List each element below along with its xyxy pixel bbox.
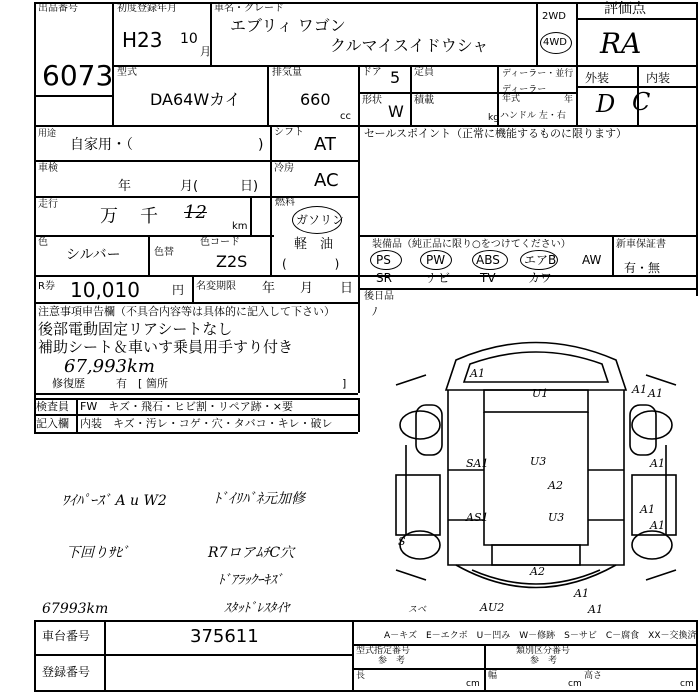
notes-handwritten-mileage: 67,993km (64, 356, 155, 377)
exterior-label: 外装 (585, 71, 610, 85)
chassis-number: 375611 (190, 626, 259, 647)
lot-number: 6073 (42, 59, 114, 92)
width-label: 幅 (488, 671, 498, 681)
warranty-option: 有・無 (624, 261, 661, 275)
diagram-mark-as1: AS1 (466, 511, 489, 524)
handwritten-note-5: ﾄﾞｱﾗｯｸｰｷｽﾞ (218, 573, 283, 588)
door-count: 5 (390, 68, 401, 87)
entry-label: 記入欄 (36, 417, 69, 430)
handwritten-note-6: ｽﾀｯﾄﾞﾚｽﾀｲﾔ (224, 601, 289, 616)
diagram-mark-a1-a: A1 (470, 367, 485, 380)
color-label: 色 (38, 237, 48, 248)
diagram-mark-a1-e: A1 (650, 519, 665, 532)
4wd-label: 4WD (543, 37, 567, 48)
length-label: 長 (356, 671, 366, 681)
repair-history-label: 修復歴 (52, 377, 85, 390)
fuel-label: 燃料 (275, 197, 295, 208)
handwritten-note-4: R7ロアﾑﾁC穴 (208, 545, 295, 561)
registration-era-year: H23 (122, 28, 163, 52)
diagram-mark-a2-a: A2 (548, 479, 563, 492)
sales-point-label: セールスポイント（正常に機能するものに限ります） (364, 127, 628, 140)
diagram-mark-sa1: SA1 (466, 457, 489, 470)
diagram-mark-u1: U1 (532, 387, 549, 400)
2wd-label: 2WD (542, 11, 566, 22)
year-unit: 年 (564, 95, 574, 105)
dealer-import-label: ディーラー・並行 (502, 69, 574, 79)
windshield-check-row: FW キズ・飛石・ヒビ割・リペア跡・×要 (80, 400, 293, 413)
diagram-mark-s: S (398, 535, 406, 548)
mileage-handwritten: 12 (184, 202, 207, 223)
body-shape: W (388, 102, 404, 121)
height-cm: cm (680, 679, 694, 689)
category-number-label: 類別区分番号 (516, 646, 571, 656)
inspection-day: 日) (240, 179, 259, 194)
displacement-value: 660 (300, 90, 331, 109)
name-change-month: 月 (300, 281, 314, 296)
fuel-gasoline: ガソリン (296, 213, 345, 227)
equip-abs: ABS (476, 253, 500, 267)
registration-month-unit: 月 (200, 45, 211, 58)
registration-month: 10 (180, 31, 198, 47)
model-type: DA64Wカイ (150, 90, 241, 109)
color-code-label: 色コード (200, 237, 240, 248)
repaint-label: 色替 (154, 247, 174, 258)
inspection-month: 月( (180, 179, 199, 194)
owner-reg-label: 後日品 (364, 291, 394, 302)
name-change-day: 日 (340, 281, 354, 296)
inspection-year: 年 (118, 179, 132, 194)
color-code-value: Z2S (216, 252, 248, 271)
name-change-year: 年 (262, 281, 276, 296)
recycle-fee: 10,010 (70, 278, 140, 302)
diagram-mark-a1-c: A1 (650, 457, 665, 470)
cc-unit: cc (340, 111, 351, 122)
handle-label: ハンドル 左・右 (500, 111, 566, 121)
shift-value: AT (314, 134, 336, 155)
lot-number-label: 出品番号 (38, 3, 78, 14)
dealer-year-label: ディーラー 年式 (502, 85, 547, 104)
usage-close: ) (258, 137, 264, 153)
car-name: エブリィ ワゴン (230, 16, 346, 35)
diagram-mark-a1-f: A1 (574, 587, 589, 600)
diagram-mark-a2-b: A2 (530, 565, 545, 578)
equip-airbag: エアB (524, 253, 557, 267)
handwritten-note-3: 下回りｻﾋﾞ (66, 545, 129, 561)
diagram-mark-a1-g: A1 (588, 603, 603, 616)
diagram-mark-u3-a: U3 (530, 455, 547, 468)
height-label: 高さ (584, 671, 603, 681)
usage-value: 自家用・（ (70, 137, 133, 153)
equip-aw: AW (582, 253, 602, 267)
inspector-label: 検査員 (36, 400, 69, 413)
category-ref-label: 参 考 (530, 656, 558, 666)
diagram-mark-u3-b: U3 (548, 511, 565, 524)
exterior-score: D (596, 90, 616, 118)
equip-navi: ナビ (426, 271, 451, 285)
repair-mark: 有 (116, 377, 127, 390)
interior-score: C (632, 88, 651, 116)
interior-label: 内装 (646, 71, 671, 85)
notes-title: 注意事項申告欄（不具合内容等は具体的に記入して下さい） (38, 305, 335, 318)
inspection-label: 車検 (38, 163, 58, 174)
new-warranty-label: 新車保証書 (616, 239, 666, 250)
shift-label: シフト (274, 127, 304, 138)
chassis-number-label: 車台番号 (42, 629, 91, 643)
mileage-sen: 千 (140, 206, 158, 227)
ac-label: 冷房 (274, 163, 294, 174)
repair-bracket-open: [ (138, 377, 143, 390)
color-value: シルバー (66, 247, 121, 263)
diagram-mark-sube: スベ (408, 605, 427, 615)
equipment-label: 装備品（純正品に限り○をつけてください） (372, 239, 571, 250)
evaluation-score: RA (600, 27, 642, 60)
recycle-label: R券 (38, 281, 55, 292)
displacement-label: 排気量 (272, 67, 302, 78)
registration-number-label: 登録番号 (42, 665, 91, 679)
yen-unit: 円 (172, 283, 185, 297)
car-grade: クルマイスイドウシャ (330, 36, 489, 55)
length-cm: cm (466, 679, 480, 689)
equip-pw: PW (426, 253, 446, 267)
owner-reg-mark: ﾉ (372, 305, 378, 318)
diagram-mark-a1-d: A1 (640, 503, 655, 516)
mileage-man: 万 (100, 206, 118, 227)
fuel-other: ( ) (282, 257, 340, 271)
car-name-grade-label: 車名・グレード (214, 3, 284, 14)
equip-tv: TV (480, 271, 496, 285)
load-label: 積載 (414, 95, 434, 106)
kg-unit: kg (488, 113, 499, 123)
usage-label: 用途 (38, 129, 57, 139)
spec-ref-label: 参 考 (378, 656, 406, 666)
fuel-diesel: 軽 油 (294, 237, 334, 252)
shape-label: 形状 (362, 95, 382, 106)
evaluation-label: 評価点 (604, 1, 646, 17)
first-registration-label: 初度登録年月 (117, 3, 177, 14)
capacity-label: 定員 (414, 67, 434, 78)
diagram-mark-a1-h: A1 (648, 387, 663, 400)
notes-line-2: 補助シート＆車いす乗員用手すり付き (38, 338, 294, 356)
name-change-label: 名変期限 (196, 281, 236, 292)
diagram-mark-a1-b: A1 (632, 383, 647, 396)
diagram-mark-au2: AU2 (480, 601, 505, 614)
width-cm: cm (568, 679, 582, 689)
equip-sr: SR (376, 271, 392, 285)
repair-bracket-close: ] (342, 377, 347, 390)
ac-value: AC (314, 170, 339, 191)
equip-ps: PS (376, 253, 391, 267)
notes-line-1: 後部電動固定リアシートなし (38, 320, 233, 338)
model-type-label: 型式 (117, 67, 137, 78)
damage-legend: A－キズ E－エクボ U－凹み W－修跡 S－サビ C－腐食 XX－交換済 (384, 631, 697, 641)
mileage-label: 走行 (38, 199, 58, 210)
interior-check-row: 内装 キズ・汚レ・コゲ・穴・タバコ・キレ・破レ (80, 417, 333, 430)
handwritten-note-1: ﾜｲﾊﾟｰｽﾞ A u W2 (62, 493, 167, 509)
equip-leather: カワ (528, 271, 553, 285)
handwritten-note-7: 67993km (42, 601, 109, 617)
km-unit: km (232, 221, 248, 232)
spec-number-label: 型式指定番号 (356, 646, 411, 656)
handwritten-note-2: ﾄﾞｲﾘﾊﾞﾈ元加修 (214, 491, 305, 507)
repair-spot-label: 箇所 (146, 377, 168, 390)
door-label: ドア (362, 67, 382, 78)
